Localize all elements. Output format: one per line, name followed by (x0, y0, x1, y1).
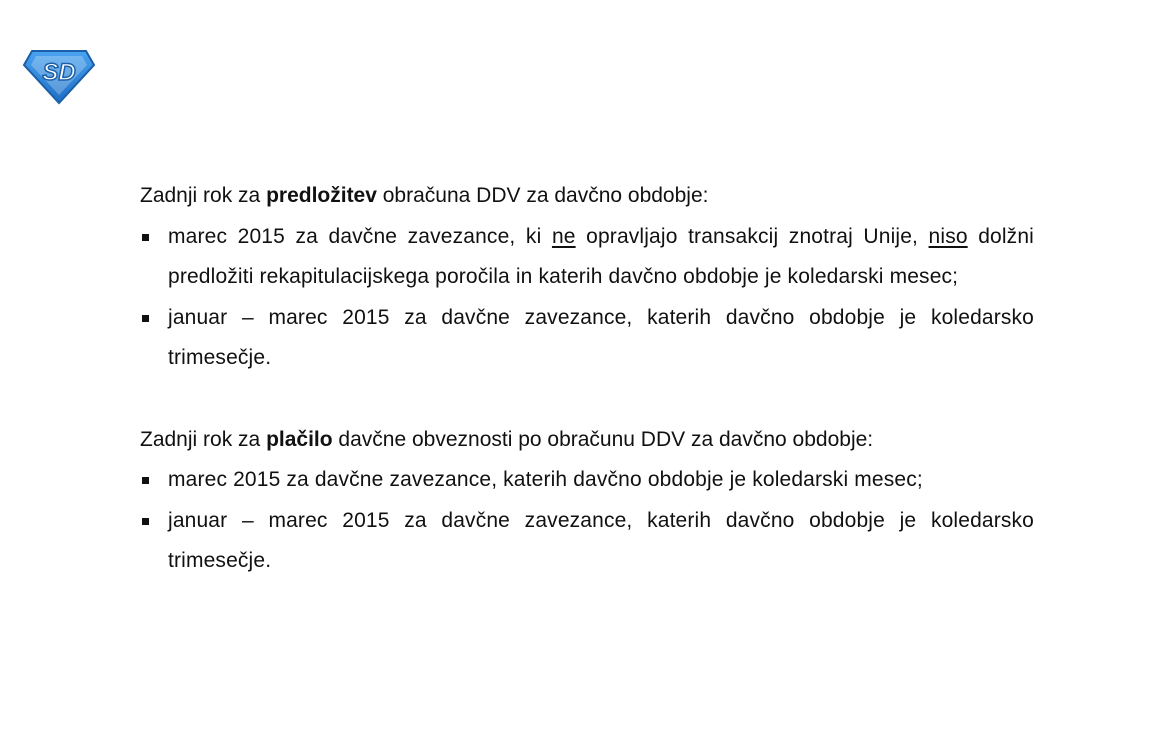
section2-intro-text: Zadnji rok za (140, 427, 267, 451)
section2-intro-tail: davčne obveznosti po obračunu DDV za davčno obdobje: (332, 427, 874, 451)
section1-intro-tail: obračuna DDV za davčno obdobje: (376, 184, 709, 207)
square-bullet-icon (142, 234, 149, 241)
section1-list (140, 217, 1034, 379)
square-bullet-icon (142, 477, 149, 484)
logo-text: SD (42, 59, 76, 86)
document-body (140, 176, 1034, 582)
sd-logo (22, 47, 96, 105)
section2-intro (140, 420, 1034, 461)
item-text: marec 2015 za davčne zavezance, katerih davčno obdobje je koledarski mesec; (168, 468, 923, 491)
list-item (140, 298, 1034, 379)
section1-intro-bold: predložitev (266, 184, 377, 207)
list-item (140, 460, 1034, 501)
spacer (140, 379, 1034, 420)
item-text: januar – marec 2015 za davčne zavezance, katerih davčno obdobje je koledarsko trimesečje. (168, 305, 1034, 369)
list-item (140, 217, 1034, 298)
item-text: marec 2015 za davčne zavezance, ki (168, 224, 552, 248)
item-text: januar – marec 2015 za davčne zavezance, katerih davčno obdobje je koledarsko trimesečje. (168, 508, 1034, 572)
section1-intro-text: Zadnji rok za (140, 184, 267, 207)
section2-intro-bold: plačilo (266, 427, 333, 451)
item-text: dolžni predložiti rekapitulacijskega poročila in katerih davčno obdobje je koledarski mesec; (168, 224, 1034, 288)
underlined-text: ne (551, 224, 576, 248)
section1-intro (140, 176, 1034, 217)
section2-list (140, 460, 1034, 582)
square-bullet-icon (142, 518, 149, 525)
item-text: opravljajo transakcij znotraj Unije, (575, 224, 929, 248)
list-item (140, 501, 1034, 582)
underlined-text: niso (928, 224, 968, 248)
square-bullet-icon (142, 315, 149, 322)
